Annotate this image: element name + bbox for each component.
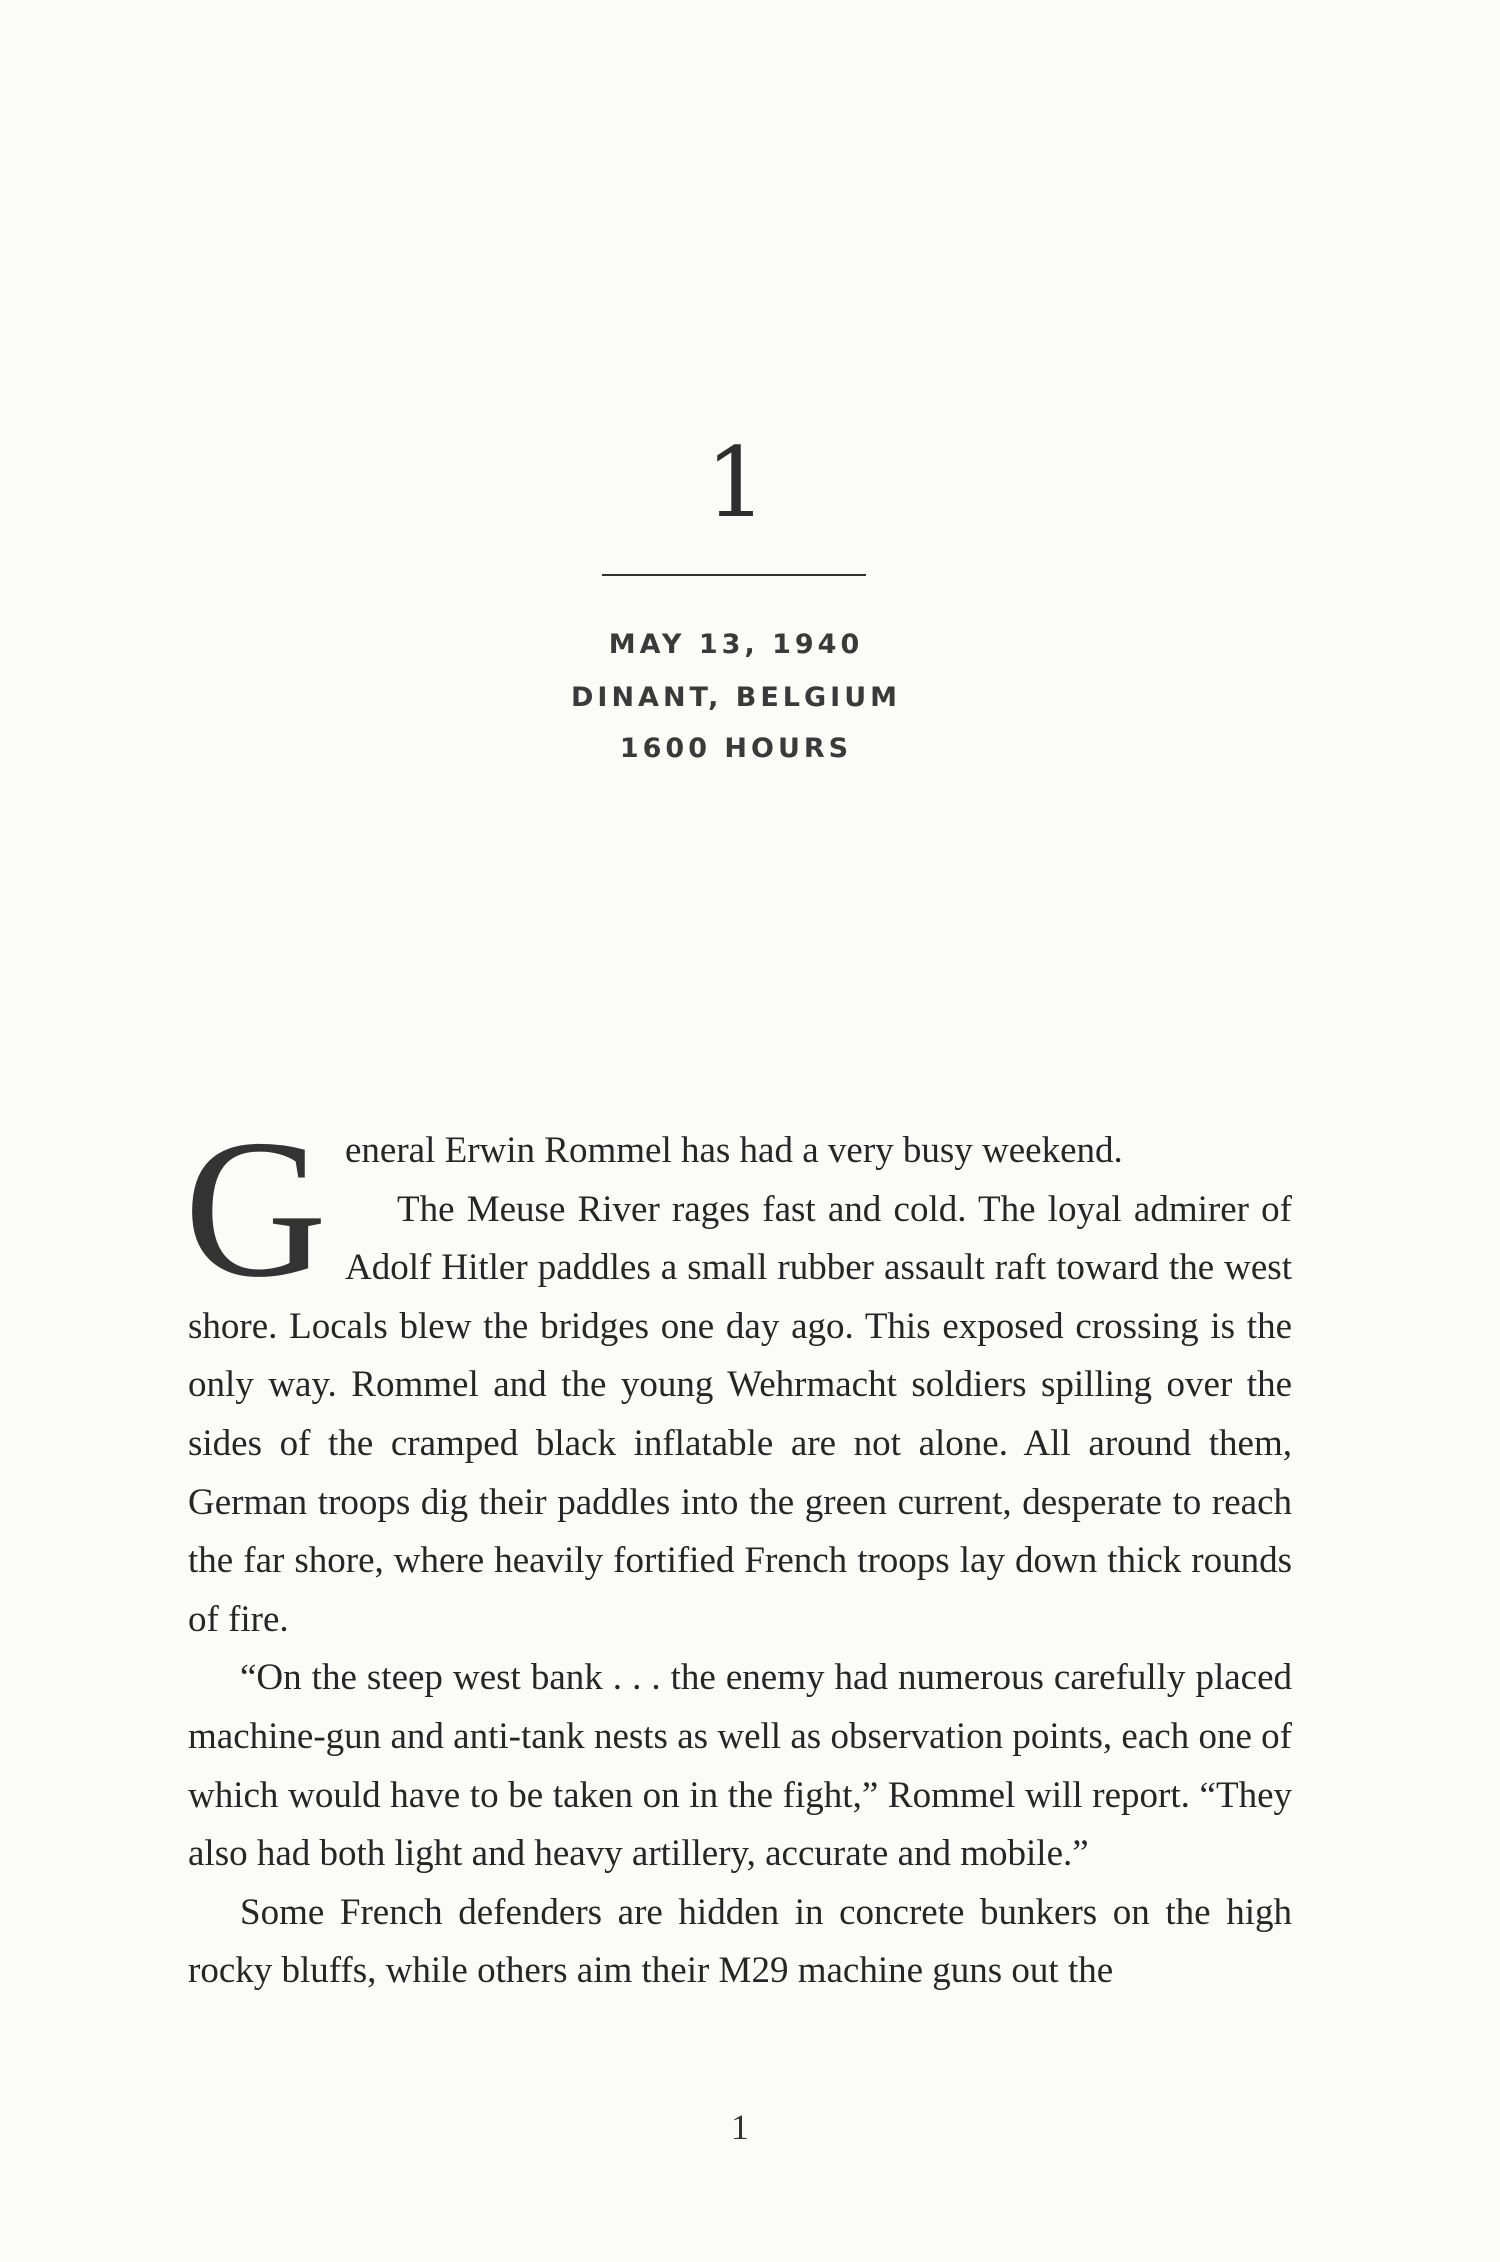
paragraph-opening — [184, 1099, 1292, 1318]
chapter-divider — [602, 574, 866, 576]
paragraph-text: eneral Erwin Rommel has had a very busy weekend. — [345, 1130, 1123, 1171]
chapter-date: MAY 13, 1940 — [608, 629, 864, 660]
paragraph: The Meuse River rages fast and cold. The loyal admirer of Adolf Hitler paddles a small rubber assault raft toward the west shore. Locals blew the bridges one day ago. This exposed crossing is the only way. Rommel and the young Wehrmacht soldiers spilling over the sides of the cramped black inflatable are not alone. All around them, German troops dig their paddles into the green current, desperate to reach the far shore, where heavily fortified French troops lay down thick rounds of fire. — [188, 1188, 1292, 1640]
paragraph: “On the steep west bank . . . the enemy had numerous carefully placed machine-gun and anti-tank nests as well as observation points, each one of which would have to be taken on in the fight,” Rommel will report. “They also had both light and heavy artillery, accurate and mobile.” — [188, 1657, 1292, 1875]
chapter-time: 1600 HOURS — [619, 733, 853, 764]
drop-cap: G — [184, 1099, 327, 1318]
chapter-body — [184, 1099, 1292, 2001]
paragraph: Some French defenders are hidden in concrete bunkers on the high rocky bluffs, while others aim their M29 machine guns out the — [188, 1891, 1292, 1992]
chapter-number: 1 — [705, 427, 767, 539]
page-number: 1 — [731, 2107, 749, 2147]
chapter-location: DINANT, BELGIUM — [571, 682, 901, 713]
